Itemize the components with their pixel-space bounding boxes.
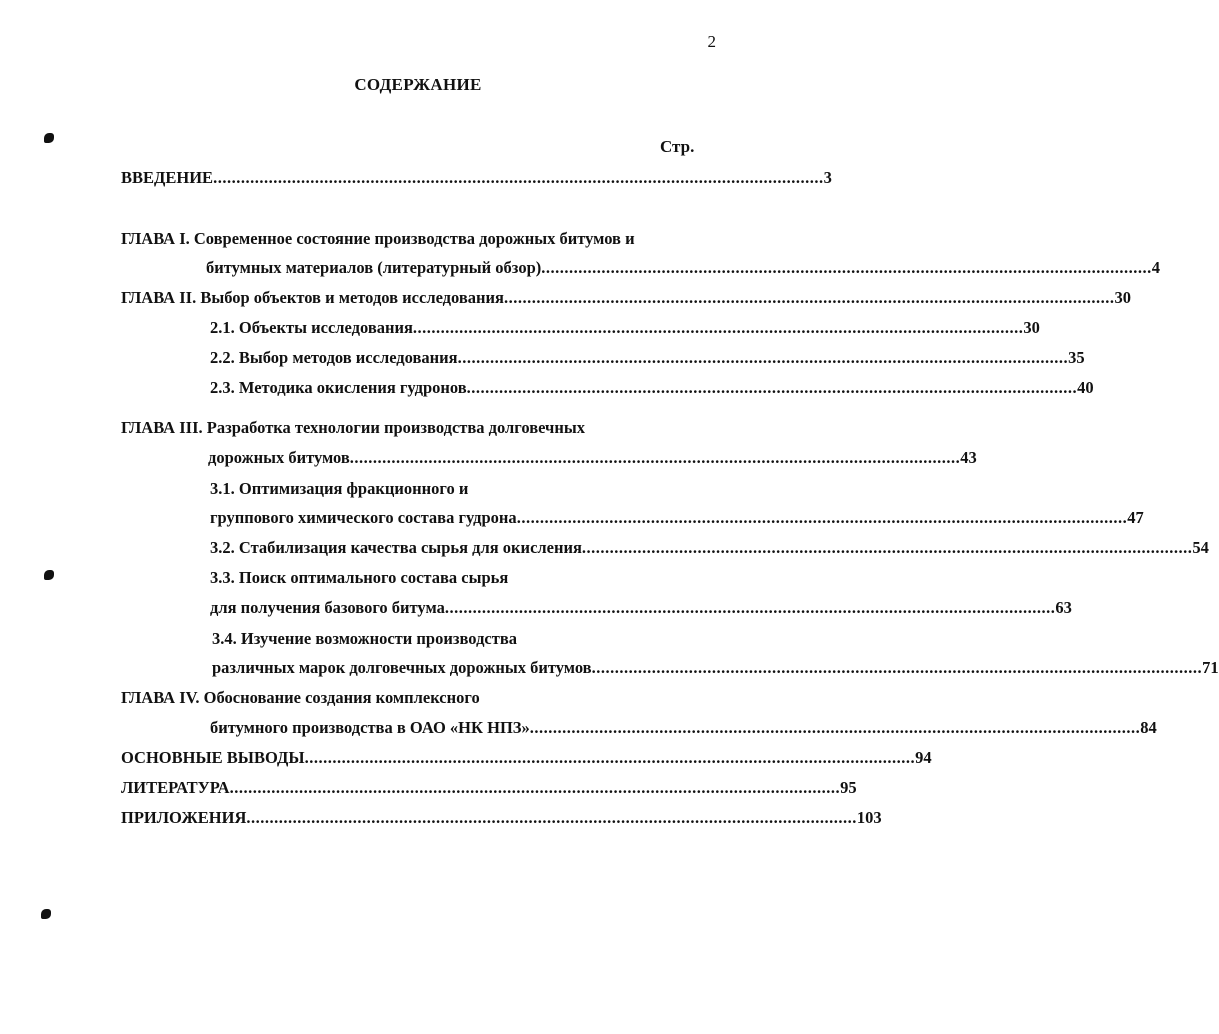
toc-leader: .................................................................................................................................... bbox=[529, 718, 1141, 737]
toc-leader: .................................................................................................................................... bbox=[349, 448, 961, 467]
toc-leader: .................................................................................................................................... bbox=[304, 748, 916, 767]
toc-page: 40 bbox=[1077, 378, 1094, 397]
toc-ch3-line1 bbox=[121, 418, 585, 440]
toc-entry-title: 3.2. Стабилизация качества сырья для окисления bbox=[210, 538, 582, 557]
toc-ch2-s2 bbox=[210, 348, 1085, 370]
toc-leader: .................................................................................................................................... bbox=[213, 168, 824, 187]
toc-entry-title: ГЛАВА IV. Обоснование создания комплексного bbox=[121, 688, 480, 707]
toc-page: 95 bbox=[840, 778, 857, 797]
toc-entry-title: битумного производства в ОАО «НК НПЗ» bbox=[210, 718, 530, 737]
toc-entry-title: ПРИЛОЖЕНИЯ bbox=[121, 808, 247, 827]
toc-entry-title: 2.3. Методика окисления гудронов bbox=[210, 378, 467, 397]
toc-entry-title: 3.4. Изучение возможности производства bbox=[212, 629, 518, 648]
toc-page: 30 bbox=[1023, 318, 1040, 337]
scan-mark bbox=[44, 570, 54, 580]
toc-entry-title: 3.3. Поиск оптимального состава сырья bbox=[210, 568, 509, 587]
toc-leader: .................................................................................................................................... bbox=[581, 538, 1193, 557]
toc-page: 30 bbox=[1114, 288, 1131, 307]
toc-ch1-line2 bbox=[206, 258, 1160, 280]
toc-leader: .................................................................................................................................... bbox=[457, 348, 1069, 367]
toc-entry-title: ЛИТЕРАТУРА bbox=[121, 778, 230, 797]
toc-ch2-s3 bbox=[210, 378, 1094, 400]
scan-mark bbox=[44, 133, 54, 143]
toc-entry-title: битумных материалов (литературный обзор) bbox=[206, 258, 542, 277]
toc-entry-title: 2.2. Выбор методов исследования bbox=[210, 348, 458, 367]
toc-ch3-s3-line1 bbox=[210, 568, 508, 590]
toc-leader: .................................................................................................................................... bbox=[591, 658, 1203, 677]
page-number: 2 bbox=[707, 32, 716, 51]
toc-entry-title: дорожных битумов bbox=[208, 448, 350, 467]
toc-page: 54 bbox=[1192, 538, 1209, 557]
toc-intro bbox=[121, 168, 832, 190]
toc-entry-title: ГЛАВА II. Выбор объектов и методов исследования bbox=[121, 288, 504, 307]
toc-ch3-line2 bbox=[208, 448, 977, 470]
toc-page: 71 bbox=[1202, 658, 1219, 677]
scan-mark bbox=[41, 909, 51, 919]
toc-entry-title: группового химического состава гудрона bbox=[210, 508, 517, 527]
toc-conclusions bbox=[121, 748, 932, 770]
toc-page: 4 bbox=[1151, 258, 1160, 277]
toc-leader: .................................................................................................................................... bbox=[444, 598, 1056, 617]
toc-ch2-s1 bbox=[210, 318, 1040, 340]
toc-leader: .................................................................................................................................... bbox=[503, 288, 1115, 307]
toc-leader: .................................................................................................................................... bbox=[541, 258, 1152, 277]
toc-page: 43 bbox=[960, 448, 977, 467]
toc-entry-title: 2.1. Объекты исследования bbox=[210, 318, 413, 337]
toc-ch4-line1 bbox=[121, 688, 480, 710]
toc-leader: .................................................................................................................................... bbox=[246, 808, 857, 827]
toc-leader: .................................................................................................................................... bbox=[229, 778, 841, 797]
toc-ch3-s4-line1 bbox=[212, 629, 517, 651]
toc-entry-title: ОСНОВНЫЕ ВЫВОДЫ bbox=[121, 748, 305, 767]
toc-ch3-s1-line2 bbox=[210, 508, 1144, 530]
toc-ch4-line2 bbox=[210, 718, 1157, 740]
toc-entry-title: различных марок долговечных дорожных битумов bbox=[212, 658, 592, 677]
toc-leader: .................................................................................................................................... bbox=[412, 318, 1024, 337]
toc-ch1-line1 bbox=[121, 229, 635, 251]
toc-page: 3 bbox=[823, 168, 832, 187]
toc-ch3-s4-line2 bbox=[212, 658, 1219, 680]
toc-leader: .................................................................................................................................... bbox=[516, 508, 1128, 527]
toc-appendix bbox=[121, 808, 882, 830]
toc-literature bbox=[121, 778, 857, 800]
toc-entry-title: ВВЕДЕНИЕ bbox=[121, 168, 214, 187]
toc-ch3-s3-line2 bbox=[210, 598, 1072, 620]
toc-ch3-s2 bbox=[210, 538, 1209, 560]
toc-entry-title: ГЛАВА I. Современное состояние производства дорожных битумов и bbox=[121, 229, 635, 248]
toc-page: 103 bbox=[856, 808, 882, 827]
toc-entry-title: для получения базового битума bbox=[210, 598, 445, 617]
toc-entry-title: 3.1. Оптимизация фракционного и bbox=[210, 479, 469, 498]
toc-page: 84 bbox=[1140, 718, 1157, 737]
page-title: СОДЕРЖАНИЕ bbox=[354, 75, 482, 94]
toc-ch3-s1-line1 bbox=[210, 479, 468, 501]
toc-ch2 bbox=[121, 288, 1131, 310]
toc-page: 47 bbox=[1127, 508, 1144, 527]
toc-page: 63 bbox=[1055, 598, 1072, 617]
toc-entry-title: ГЛАВА III. Разработка технологии производства долговечных bbox=[121, 418, 585, 437]
page-column-label: Стр. bbox=[660, 137, 695, 156]
toc-page: 35 bbox=[1068, 348, 1085, 367]
toc-page: 94 bbox=[915, 748, 932, 767]
toc-leader: .................................................................................................................................... bbox=[466, 378, 1078, 397]
